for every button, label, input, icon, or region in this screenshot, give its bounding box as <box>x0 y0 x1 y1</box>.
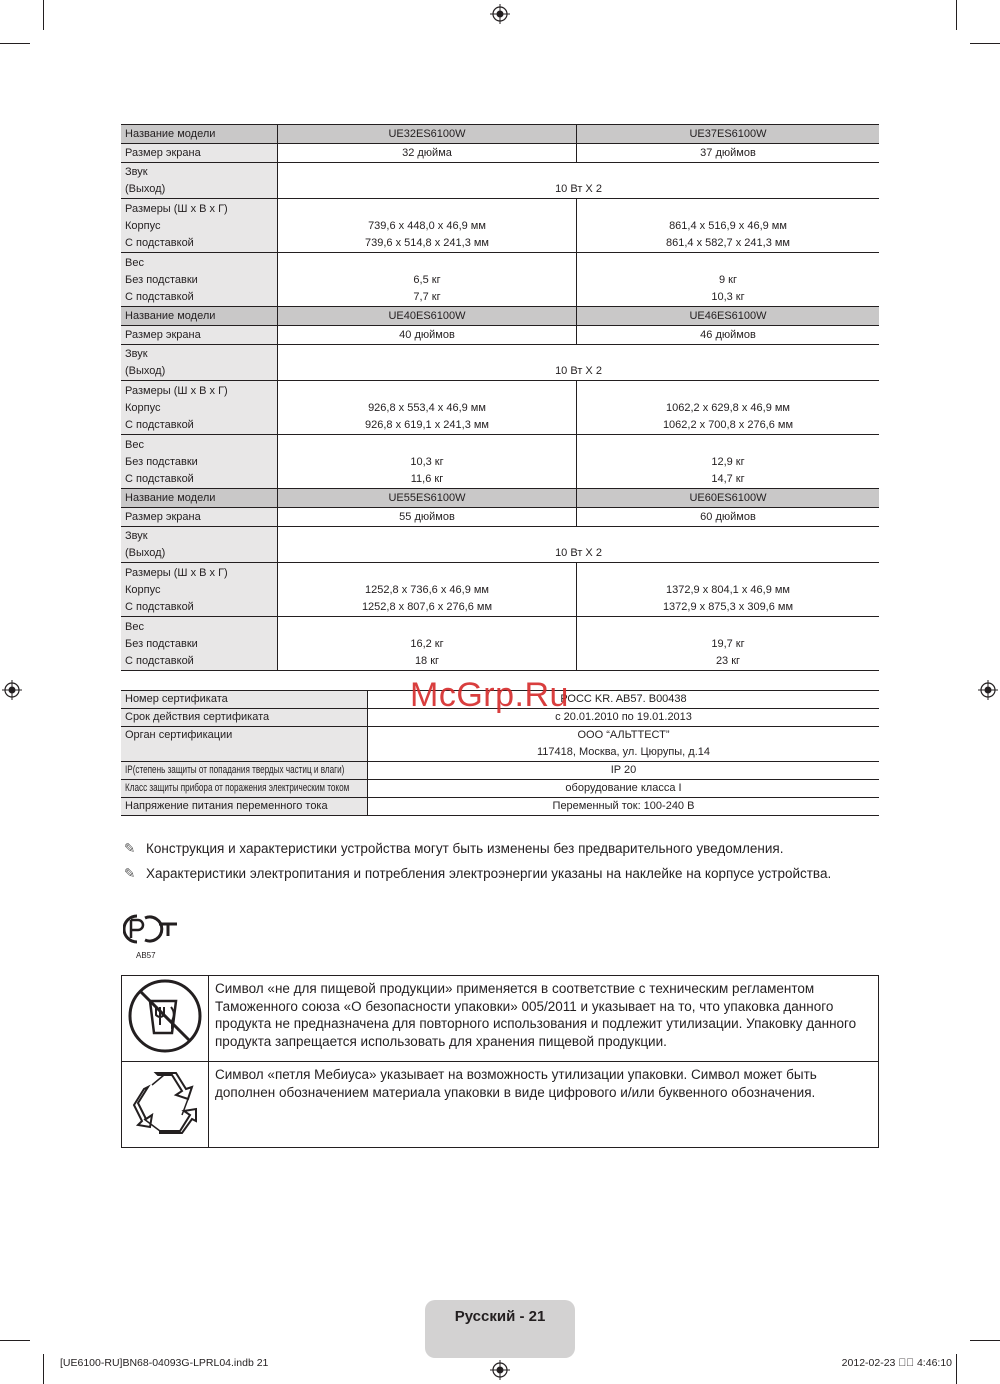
weight-value-line <box>282 619 572 636</box>
symbol-row <box>122 1062 879 1148</box>
dimensions-value-line: 739,6 x 514,8 x 241,3 мм <box>365 237 489 249</box>
dimensions-value-line: 926,8 x 619,1 x 241,3 мм <box>365 419 489 431</box>
cert-value-line: ООО “АЛЬТТЕСТ” <box>577 729 670 741</box>
dimensions-value <box>278 563 577 617</box>
symbol-text: Символ «петля Мебиуса» указывает на возможность утилизации упаковки. Символ может быть дополнен обозначением материала упаковки в виде цифрового и/или буквенного обозначения. <box>209 1062 879 1148</box>
cert-row <box>121 798 879 816</box>
dimensions-value-line <box>581 565 875 582</box>
pct-mark-icon <box>123 910 179 948</box>
spec-label: Размер экрана <box>121 508 278 527</box>
cert-value <box>368 727 880 762</box>
weight-value-line: 6,5 кг <box>413 274 441 286</box>
sound-row <box>121 163 879 199</box>
spec-label <box>121 199 278 253</box>
cert-label-text: IP(степень защиты от попадания твердых частиц и влаги) <box>125 764 345 776</box>
dimensions-value-line <box>282 565 572 582</box>
cert-value: РОСС KR. AB57. B00438 <box>368 691 880 709</box>
registration-mark-icon <box>490 1360 510 1380</box>
crop-mark <box>956 0 957 30</box>
dimensions-value-line <box>282 383 572 400</box>
weight-value-line <box>581 437 875 454</box>
cert-label: Напряжение питания переменного тока <box>121 798 368 816</box>
note-text: Конструкция и характеристики устройства могут быть изменены без предварительного уведомления. <box>146 841 784 856</box>
crop-mark <box>956 1354 957 1384</box>
screen-size-row <box>121 144 879 163</box>
watermark: McGrp.Ru <box>410 676 569 714</box>
sound-value: 10 Вт X 2 <box>278 345 880 381</box>
spec-label: Название модели <box>121 125 278 144</box>
dimensions-value-line: 1372,9 x 804,1 x 46,9 мм <box>666 584 790 596</box>
spec-label-line: С подставкой <box>125 655 194 667</box>
cert-row <box>121 762 879 780</box>
recycle-loop-icon <box>130 1069 200 1135</box>
screen-size-value: 32 дюйма <box>278 144 577 163</box>
screen-size-row <box>121 326 879 345</box>
spec-label-line: Звук <box>125 348 148 360</box>
spec-label <box>121 345 278 381</box>
dimensions-value <box>278 381 577 435</box>
note-text: Характеристики электропитания и потребления электроэнергии указаны на наклейке на корпусе устройства. <box>146 866 832 881</box>
dimensions-value-line: 861,4 x 582,7 x 241,3 мм <box>666 237 790 249</box>
spec-label <box>121 617 278 671</box>
pct-code: AB57 <box>136 951 156 960</box>
spec-label <box>121 563 278 617</box>
cert-label: Срок действия сертификата <box>121 709 368 727</box>
spec-label-line: (Выход) <box>125 365 166 377</box>
dimensions-value-line <box>282 201 572 218</box>
weight-value-line: 18 кг <box>414 655 440 667</box>
cert-value-line: 117418, Москва, ул. Цюрупы, д.14 <box>536 746 711 758</box>
dimensions-row <box>121 563 879 617</box>
registration-mark-icon <box>978 680 998 700</box>
cert-label: Орган сертификации <box>121 727 368 762</box>
spec-label: Название модели <box>121 307 278 326</box>
model-row <box>121 307 879 326</box>
spec-label <box>121 435 278 489</box>
spec-label-line: (Выход) <box>125 547 166 559</box>
spec-label-line: Вес <box>125 439 144 451</box>
spec-label-line: Корпус <box>125 402 161 414</box>
weight-value <box>577 617 880 671</box>
weight-value <box>278 617 577 671</box>
crop-mark <box>0 43 30 44</box>
model-name: UE60ES6100W <box>577 489 880 508</box>
spec-label-line: Без подставки <box>125 456 198 468</box>
screen-size-value: 60 дюймов <box>577 508 880 527</box>
registration-mark-icon <box>2 680 22 700</box>
dimensions-value <box>577 199 880 253</box>
weight-value <box>278 253 577 307</box>
cert-label <box>121 762 368 780</box>
footer-timestamp: 2012-02-23 ￿￿ 4:46:10 <box>841 1357 952 1369</box>
model-name: UE55ES6100W <box>278 489 577 508</box>
spec-label-line: Без подставки <box>125 638 198 650</box>
weight-value-line: 10,3 кг <box>711 291 745 303</box>
no-food-icon <box>126 977 204 1055</box>
crop-mark <box>970 1340 1000 1341</box>
dimensions-row <box>121 199 879 253</box>
weight-value-line: 10,3 кг <box>410 456 444 468</box>
sound-value: 10 Вт X 2 <box>278 527 880 563</box>
sound-row <box>121 345 879 381</box>
cert-value: с 20.01.2010 по 19.01.2013 <box>368 709 880 727</box>
spec-label <box>121 163 278 199</box>
weight-row <box>121 253 879 307</box>
dimensions-value-line: 1062,2 x 700,8 x 276,6 мм <box>662 419 794 431</box>
spec-label-line: Размеры (Ш x В x Г) <box>125 567 228 579</box>
dimensions-value-line <box>581 201 875 218</box>
dimensions-value <box>577 381 880 435</box>
spec-label <box>121 527 278 563</box>
spec-label-line: (Выход) <box>125 183 166 195</box>
weight-row <box>121 435 879 489</box>
spec-label-line: С подставкой <box>125 473 194 485</box>
dimensions-value <box>278 199 577 253</box>
dimensions-row <box>121 381 879 435</box>
cert-label: Номер сертификата <box>121 691 368 709</box>
weight-value-line: 19,7 кг <box>711 638 745 650</box>
cert-row <box>121 727 879 762</box>
registration-mark-icon <box>490 4 510 24</box>
cert-value: оборудование класса I <box>368 780 880 798</box>
weight-value-line: 9 кг <box>719 274 737 286</box>
spec-label-line: Вес <box>125 257 144 269</box>
spec-label-line: Вес <box>125 621 144 633</box>
weight-value <box>577 435 880 489</box>
weight-value-line: 16,2 кг <box>410 638 444 650</box>
spec-label <box>121 381 278 435</box>
weight-value-line: 12,9 кг <box>711 456 745 468</box>
dimensions-value-line: 1062,2 x 629,8 x 46,9 мм <box>666 402 790 414</box>
model-row <box>121 489 879 508</box>
symbol-icon-cell <box>122 1062 209 1148</box>
model-name: UE32ES6100W <box>278 125 577 144</box>
model-name: UE37ES6100W <box>577 125 880 144</box>
weight-value-line <box>581 619 875 636</box>
screen-size-value: 46 дюймов <box>577 326 880 345</box>
cert-value: IP 20 <box>368 762 880 780</box>
spec-label-line: Размеры (Ш x В x Г) <box>125 385 228 397</box>
weight-value-line: 11,6 кг <box>410 473 444 485</box>
screen-size-row <box>121 508 879 527</box>
spec-label: Размер экрана <box>121 326 278 345</box>
spec-label-line: С подставкой <box>125 291 194 303</box>
spec-table <box>121 124 879 671</box>
dimensions-value-line: 1372,9 x 875,3 x 309,6 мм <box>662 601 794 613</box>
crop-mark <box>970 43 1000 44</box>
weight-row <box>121 617 879 671</box>
cert-row <box>121 780 879 798</box>
model-name: UE46ES6100W <box>577 307 880 326</box>
crop-mark <box>0 1340 30 1341</box>
weight-value <box>278 435 577 489</box>
spec-label: Размер экрана <box>121 144 278 163</box>
model-row <box>121 125 879 144</box>
sound-value: 10 Вт X 2 <box>278 163 880 199</box>
note <box>124 865 864 883</box>
cert-value: Переменный ток: 100-240 В <box>368 798 880 816</box>
screen-size-value: 37 дюймов <box>577 144 880 163</box>
spec-label: Название модели <box>121 489 278 508</box>
crop-mark <box>43 1354 44 1384</box>
spec-label-line: Звук <box>125 166 148 178</box>
symbol-icon-cell <box>122 976 209 1062</box>
dimensions-value-line: 1252,8 x 807,6 x 276,6 мм <box>361 601 493 613</box>
spec-label-line: Корпус <box>125 220 161 232</box>
footer-file-info: [UE6100-RU]BN68-04093G-LPRL04.indb 21 <box>60 1357 269 1369</box>
dimensions-value-line: 739,6 x 448,0 x 46,9 мм <box>368 220 486 232</box>
spec-label-line: Без подставки <box>125 274 198 286</box>
spec-label-line: С подставкой <box>125 237 194 249</box>
weight-value-line: 14,7 кг <box>711 473 745 485</box>
note <box>124 840 784 858</box>
weight-value-line <box>581 255 875 272</box>
pencil-icon: ✎ <box>124 841 136 856</box>
weight-value-line <box>282 255 572 272</box>
dimensions-value <box>577 563 880 617</box>
spec-label <box>121 253 278 307</box>
spec-label-line: С подставкой <box>125 419 194 431</box>
page-label: Русский - 21 <box>454 1308 546 1325</box>
pencil-icon: ✎ <box>124 866 136 881</box>
cert-label <box>121 780 368 798</box>
weight-value-line <box>282 437 572 454</box>
symbols-table <box>121 975 879 1148</box>
dimensions-value-line: 1252,8 x 736,6 x 46,9 мм <box>365 584 489 596</box>
weight-value-line: 7,7 кг <box>413 291 441 303</box>
screen-size-value: 40 дюймов <box>278 326 577 345</box>
spec-label-line: Размеры (Ш x В x Г) <box>125 203 228 215</box>
screen-size-value: 55 дюймов <box>278 508 577 527</box>
model-name: UE40ES6100W <box>278 307 577 326</box>
weight-value <box>577 253 880 307</box>
crop-mark <box>43 0 44 30</box>
dimensions-value-line: 861,4 x 516,9 x 46,9 мм <box>669 220 787 232</box>
cert-label-text: Класс защиты прибора от поражения электрическим током <box>125 782 350 794</box>
symbol-text: Символ «не для пищевой продукции» применяется в соответствие с техническим регламентом Таможенного союза «О безопасности упаковки» 005/2011 и указывает на то, что упаковка данного продукта не предназначена для повторного использования и подлежит утилизации. Упаковку данного продукта запрещается использовать для хранения пищевой продукции. <box>209 976 879 1062</box>
spec-label-line: Корпус <box>125 584 161 596</box>
page-label-tab <box>425 1300 575 1358</box>
dimensions-value-line <box>581 383 875 400</box>
sound-row <box>121 527 879 563</box>
dimensions-value-line: 926,8 x 553,4 x 46,9 мм <box>368 402 486 414</box>
spec-label-line: Звук <box>125 530 148 542</box>
symbol-row <box>122 976 879 1062</box>
spec-label-line: С подставкой <box>125 601 194 613</box>
weight-value-line: 23 кг <box>715 655 741 667</box>
